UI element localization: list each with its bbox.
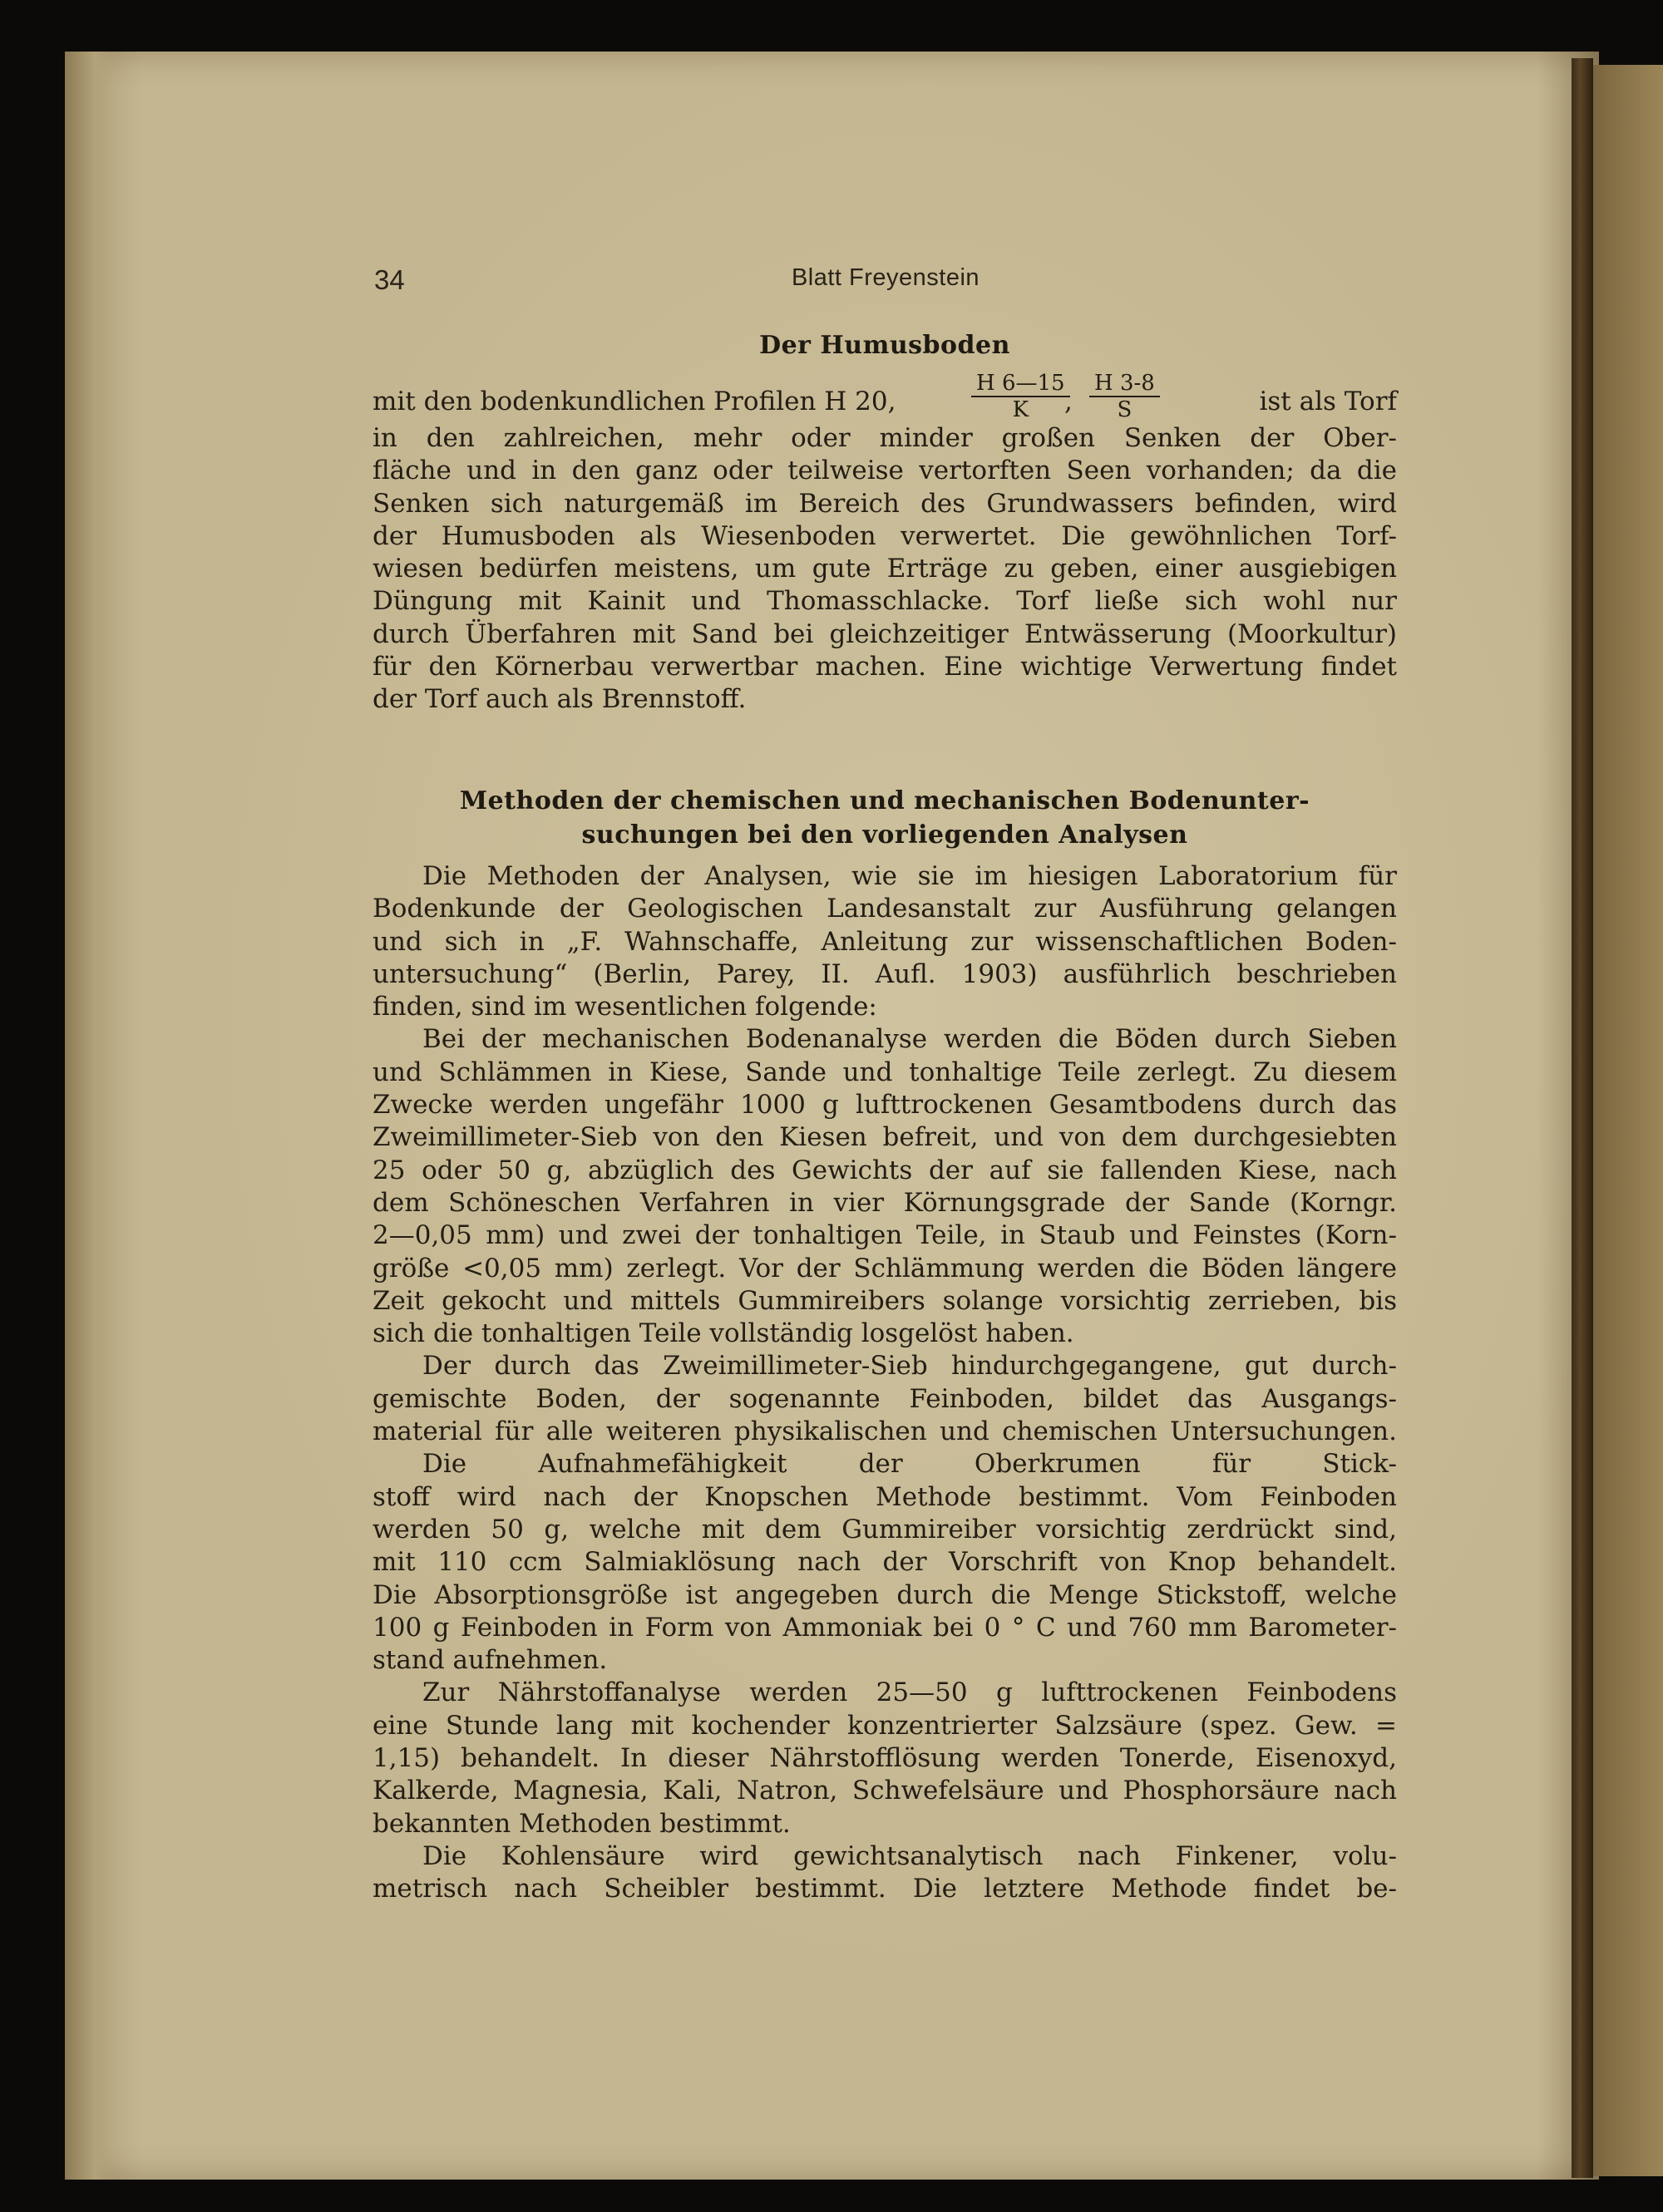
section-humusboden-body (373, 371, 1397, 717)
text-line: 1,15) behandelt. In dieser Nährstofflösung werden Tonerde, Eisenoxyd, (373, 1743, 1397, 1774)
text-line: untersuchung“ (Berlin, Parey, II. Aufl. 1903) ausführlich beschrieben (373, 958, 1397, 989)
book-gutter (1572, 58, 1593, 2178)
text-line: material für alle weiteren physikalischen und chemischen Untersuchungen. (373, 1416, 1397, 1447)
fraction-h6-15: $\frac{H 6—15}{K}$ (971, 371, 1070, 422)
text-line: fläche und in den ganz oder teilweise vertorften Seen vorhanden; da die (373, 456, 1397, 486)
text-line: Kalkerde, Magnesia, Kali, Natron, Schwefelsäure und Phosphorsäure nach (373, 1776, 1397, 1806)
text-line: Zweimillimeter-Sieb von den Kiesen befreit, und von dem durchgesiebten (373, 1122, 1397, 1153)
first-line-end: ist als Torf (1259, 387, 1397, 416)
adjacent-page-edge (1593, 65, 1663, 2176)
text-line: der Torf auch als Brennstoff. (373, 684, 747, 715)
text-line: mit 110 ccm Salmiaklösung nach der Vorschrift von Knop behandelt. (373, 1547, 1397, 1578)
page-number: 34 (374, 264, 405, 295)
text-line: Zwecke werden ungefähr 1000 g lufttrockenen Gesamtbodens durch das (373, 1090, 1397, 1121)
text-line: Die Aufnahmefähigkeit der Oberkrumen für Stick- (422, 1449, 1397, 1480)
text-line: 2—0,05 mm) und zwei der tonhaltigen Teile, in Staub und Feinstes (Korn- (373, 1220, 1397, 1251)
text-line: eine Stunde lang mit kochender konzentrierter Salzsäure (spez. Gew. = (373, 1710, 1397, 1741)
text-line: Die Absorptionsgröße ist angegeben durch die Menge Stickstoff, welche (373, 1579, 1397, 1610)
text-line: größe <0,05 mm) zerlegt. Vor der Schlämmung werden die Böden längere (373, 1253, 1397, 1283)
page-header (374, 264, 1397, 301)
text-line: und Schlämmen in Kiese, Sande und tonhaltige Teile zerlegt. Zu diesem (373, 1057, 1397, 1087)
fraction-separator: , (1064, 387, 1073, 416)
text-line: sich die tonhaltigen Teile vollständig losgelöst haben. (373, 1318, 1074, 1349)
text-line: gemischte Boden, der sogenannte Feinboden, bildet das Ausgangs- (373, 1383, 1397, 1414)
text-line: Der durch das Zweimillimeter-Sieb hindurchgegangene, gut durch- (422, 1351, 1397, 1382)
text-line: in den zahlreichen, mehr oder minder großen Senken der Ober- (373, 423, 1397, 453)
page-edge-shadow (65, 52, 115, 2180)
text-line: der Humusboden als Wiesenboden verwertet. Die gewöhnlichen Torf- (373, 520, 1397, 551)
text-line: 100 g Feinboden in Form von Ammoniak bei 0 ° C und 760 mm Barometer- (373, 1612, 1397, 1643)
text-line: dem Schöneschen Verfahren in vier Körnungsgrade der Sande (Korngr. (373, 1187, 1397, 1218)
text-line: stand aufnehmen. (373, 1645, 608, 1676)
section-title-line: Methoden der chemischen und mechanischen Bodenunter- (459, 786, 1310, 815)
text-line: Senken sich naturgemäß im Bereich des Grundwassers befinden, wird (373, 488, 1397, 519)
first-line-with-fractions (373, 371, 1397, 422)
text-line: Die Kohlensäure wird gewichtsanalytisch nach Finkener, volu- (422, 1840, 1397, 1871)
text-line: durch Überfahren mit Sand bei gleichzeitiger Entwässerung (Moorkultur) (373, 618, 1397, 649)
text-line: Bodenkunde der Geologischen Landesanstalt zur Ausführung gelangen (373, 894, 1397, 924)
text-line: und sich in „F. Wahnschaffe, Anleitung zur wissenschaftlichen Boden- (373, 926, 1397, 957)
running-title: Blatt Freyenstein (791, 264, 980, 291)
section-title-humusboden: Der Humusboden (759, 331, 1010, 360)
text-line: Zeit gekocht und mittels Gummireibers solange vorsichtig zerrieben, bis (373, 1285, 1397, 1316)
text-line: wiesen bedürfen meistens, um gute Erträge zu geben, einer ausgiebigen (373, 554, 1397, 584)
first-line-text: mit den bodenkundlichen Profilen H 20, (373, 387, 896, 416)
section-methoden-body (373, 860, 1397, 1906)
section-title-methoden (373, 784, 1397, 852)
text-line: Zur Nährstoffanalyse werden 25—50 g lufttrockenen Feinbodens (422, 1677, 1397, 1708)
text-line: bekannten Methoden bestimmt. (373, 1808, 791, 1839)
text-line: finden, sind im wesentlichen folgende: (373, 992, 877, 1022)
text-line: Bei der mechanischen Bodenanalyse werden die Böden durch Sieben (422, 1024, 1397, 1055)
fraction-h3-8: $\frac{H 3-8}{S}$ (1089, 371, 1160, 422)
text-line: Die Methoden der Analysen, wie sie im hiesigen Laboratorium für (422, 861, 1397, 891)
text-line: Düngung mit Kainit und Thomasschlacke. Torf ließe sich wohl nur (373, 586, 1397, 617)
section-title-line: suchungen bei den vorliegenden Analysen (581, 820, 1188, 850)
text-line: stoff wird nach der Knopschen Methode bestimmt. Vom Feinboden (373, 1481, 1397, 1512)
text-line: metrisch nach Scheibler bestimmt. Die letztere Methode findet be- (373, 1874, 1397, 1904)
text-line: 25 oder 50 g, abzüglich des Gewichts der auf sie fallenden Kiese, nach (373, 1155, 1397, 1185)
text-line: werden 50 g, welche mit dem Gummireiber vorsichtig zerdrückt sind, (373, 1514, 1397, 1544)
text-line: für den Körnerbau verwertbar machen. Eine wichtige Verwertung findet (373, 652, 1397, 682)
